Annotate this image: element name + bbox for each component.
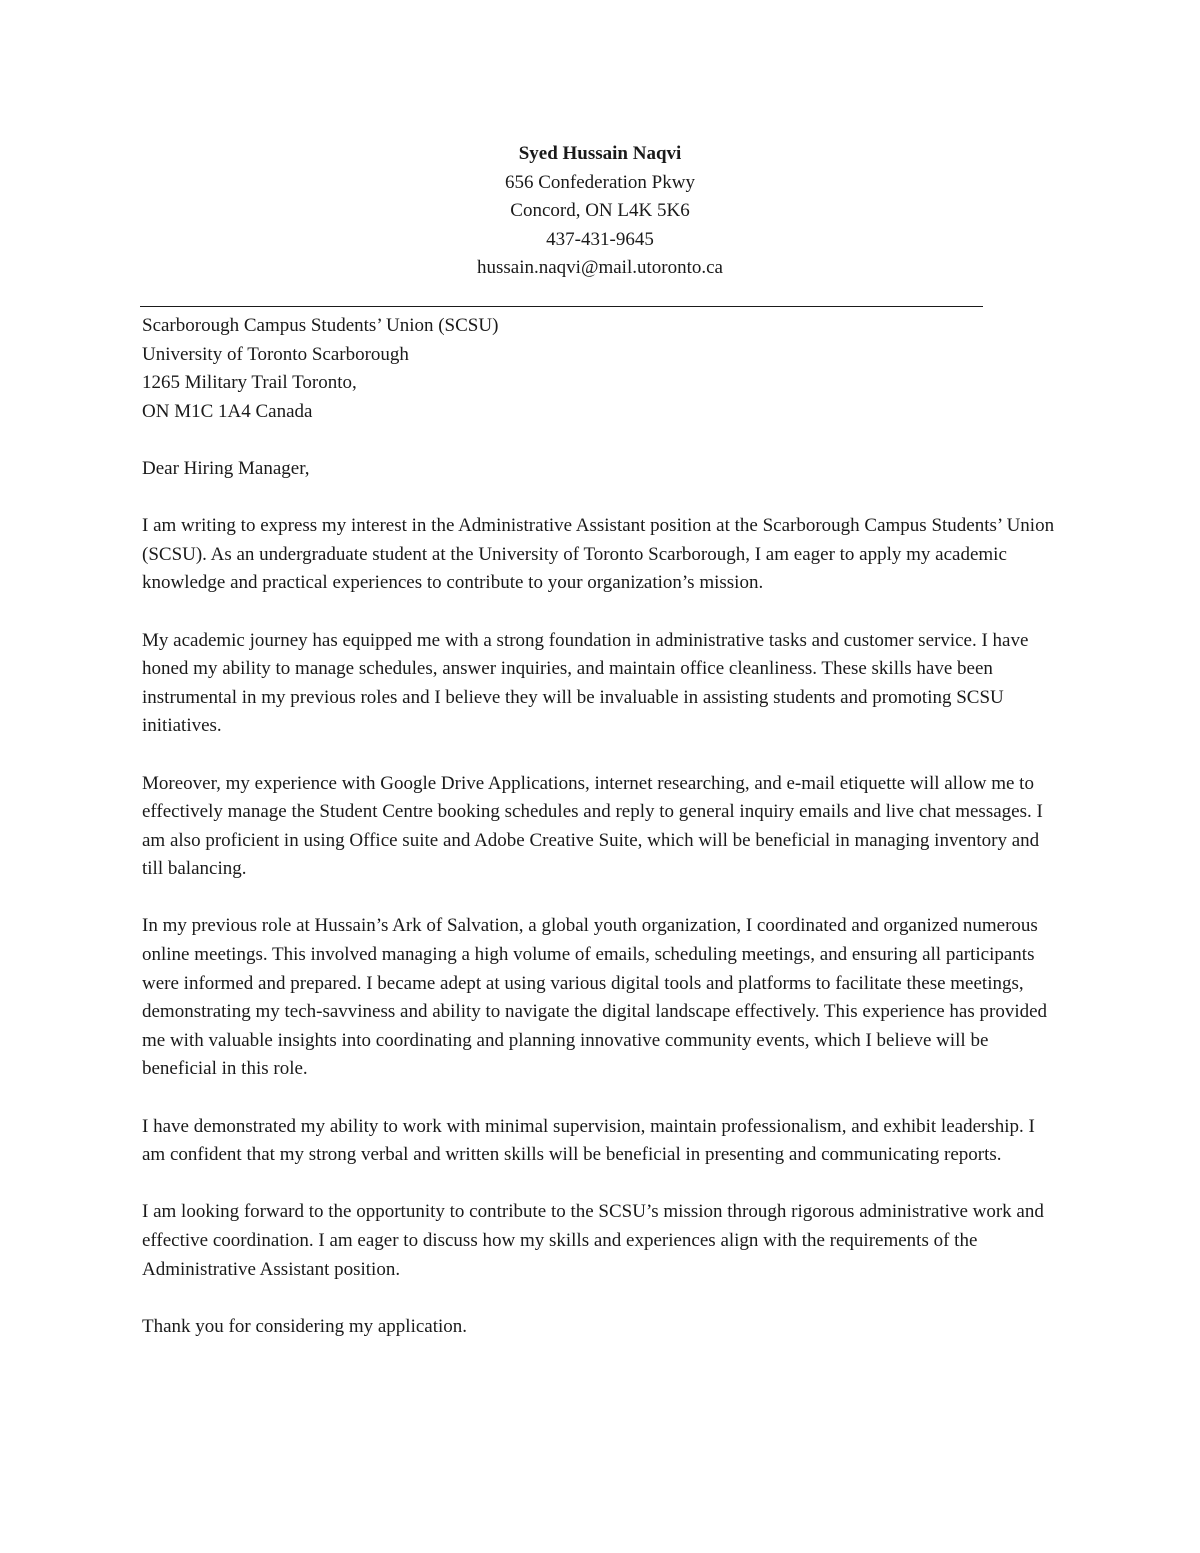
sender-phone: 437-431-9645: [546, 228, 654, 250]
letter-body: [142, 312, 1062, 1370]
recipient-line2: University of Toronto Scarborough: [142, 343, 409, 365]
sender-name: Syed Hussain Naqvi: [518, 143, 682, 164]
header-divider: [140, 306, 983, 307]
salutation: Dear Hiring Manager,: [142, 457, 310, 479]
recipient-line4: ON M1C 1A4 Canada: [142, 400, 313, 422]
paragraph-skills: Moreover, my experience with Google Drive Applications, internet researching, and e-mail etiquette will allow me to effectively manage the Student Centre booking schedules and reply to general inquiry emails and live chat messages. I am also proficient in using Office suite and Adobe Creative Suite, which will be beneficial in managing inventory and till balancing.: [142, 772, 1043, 880]
recipient-line3: 1265 Military Trail Toronto,: [142, 372, 357, 394]
paragraph-qualities: I have demonstrated my ability to work with minimal supervision, maintain professionalism, and exhibit leadership. I am confident that my strong verbal and written skills will be beneficial in presenting and communicating reports.: [142, 1115, 1035, 1166]
sender-header: [140, 140, 1060, 283]
recipient-line1: Scarborough Campus Students’ Union (SCSU): [142, 315, 499, 336]
paragraph-experience: In my previous role at Hussain’s Ark of Salvation, a global youth organization, I coordinated and organized numerous online meetings. This involved managing a high volume of emails, scheduling meetings, and ensuring all participants were informed and prepared. I became adept at using various digital tools and platforms to facilitate these meetings, demonstrating my tech-savviness and ability to navigate the digital landscape effectively. This experience has provided me with valuable insights into coordinating and planning innovative community events, which I believe will be beneficial in this role.: [142, 915, 1048, 1080]
closing: Thank you for considering my application.: [142, 1315, 468, 1337]
sender-email: hussain.naqvi@mail.utoronto.ca: [477, 257, 723, 278]
sender-address-line2: Concord, ON L4K 5K6: [510, 200, 690, 221]
recipient-address: [142, 312, 1062, 426]
paragraph-conclusion: I am looking forward to the opportunity to contribute to the SCSU’s mission through rigorous administrative work and effective coordination. I am eager to discuss how my skills and experiences align with the requirements of the Administrative Assistant position.: [142, 1201, 1044, 1280]
paragraph-intro: I am writing to express my interest in the Administrative Assistant position at the Scarborough Campus Students’ Union (SCSU). As an undergraduate student at the University of Toronto Scarborough, I am eager to apply my academic knowledge and practical experiences to contribute to your organization’s mission.: [142, 515, 1055, 594]
sender-address-line1: 656 Confederation Pkwy: [505, 171, 695, 193]
paragraph-academic: My academic journey has equipped me with a strong foundation in administrative tasks and customer service. I have honed my ability to manage schedules, answer inquiries, and maintain office cleanliness. These skills have been instrumental in my previous roles and I believe they will be invaluable in assisting students and promoting SCSU initiatives.: [142, 629, 1029, 737]
